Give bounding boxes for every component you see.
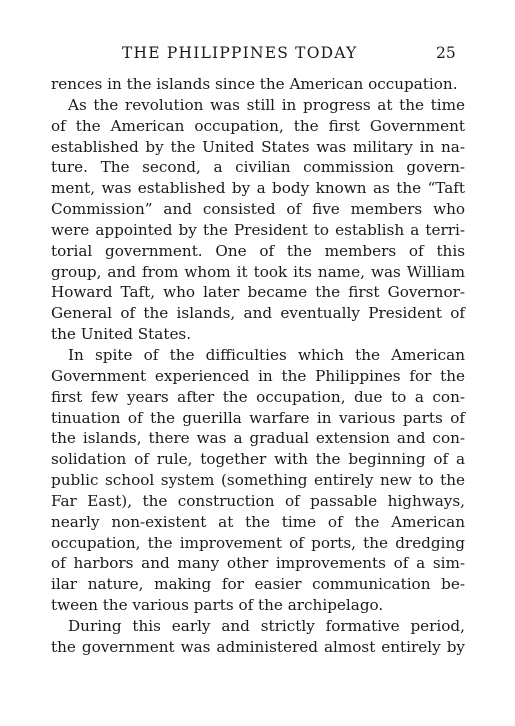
text-line: nearly non-existent at the time of the American	[51, 512, 465, 531]
text-line: of the American occupation, the first Government	[51, 116, 465, 135]
text-line: established by the United States was military in na-	[51, 137, 465, 156]
text-line: ture. The second, a civilian commission govern-	[51, 158, 465, 177]
text-line: ilar nature, making for easier communication be-	[51, 575, 465, 594]
paragraph	[51, 345, 465, 616]
page-number: 25	[436, 44, 456, 62]
text-line: In spite of the difficulties which the American	[68, 345, 465, 364]
text-line: public school system (something entirely new to the	[51, 471, 465, 490]
text-line: Howard Taft, who later became the first Governor-	[51, 283, 465, 302]
text-line: the United States.	[51, 325, 192, 344]
text-line: rences in the islands since the American occupation.	[51, 75, 458, 93]
text-line: the islands, there was a gradual extension and con-	[51, 429, 465, 448]
text-line: As the revolution was still in progress at the time	[68, 95, 465, 114]
text-line: occupation, the improvement of ports, the dredging	[51, 533, 465, 552]
text-line: tween the various parts of the archipelago.	[51, 596, 384, 615]
running-head: THE PHILIPPINES TODAY	[122, 44, 358, 62]
text-line: the government was administered almost entirely by	[51, 637, 465, 656]
text-line: solidation of rule, together with the beginning of a	[51, 450, 465, 469]
text-line: first few years after the occupation, due to a con-	[51, 387, 465, 406]
page-header	[0, 44, 515, 68]
text-line: Commission” and consisted of five members who	[51, 200, 465, 219]
text-line: tinuation of the guerilla warfare in various parts of	[51, 408, 465, 427]
text-line: of harbors and many other improvements of a sim-	[51, 554, 465, 573]
text-line: group, and from whom it took its name, was William	[51, 262, 465, 281]
text-line: Far East), the construction of passable highways,	[51, 491, 465, 510]
body-text	[51, 74, 465, 658]
text-line: torial government. One of the members of this	[51, 241, 465, 260]
paragraph	[51, 616, 465, 658]
text-line: ment, was established by a body known as the “Taft	[51, 179, 465, 198]
text-line: Government experienced in the Philippines for the	[51, 366, 465, 385]
text-line: General of the islands, and eventually President of	[51, 304, 465, 323]
paragraph	[51, 74, 465, 95]
text-line: were appointed by the President to establish a terri-	[51, 220, 465, 239]
paragraph	[51, 95, 465, 345]
text-line: During this early and strictly formative period,	[68, 616, 465, 635]
